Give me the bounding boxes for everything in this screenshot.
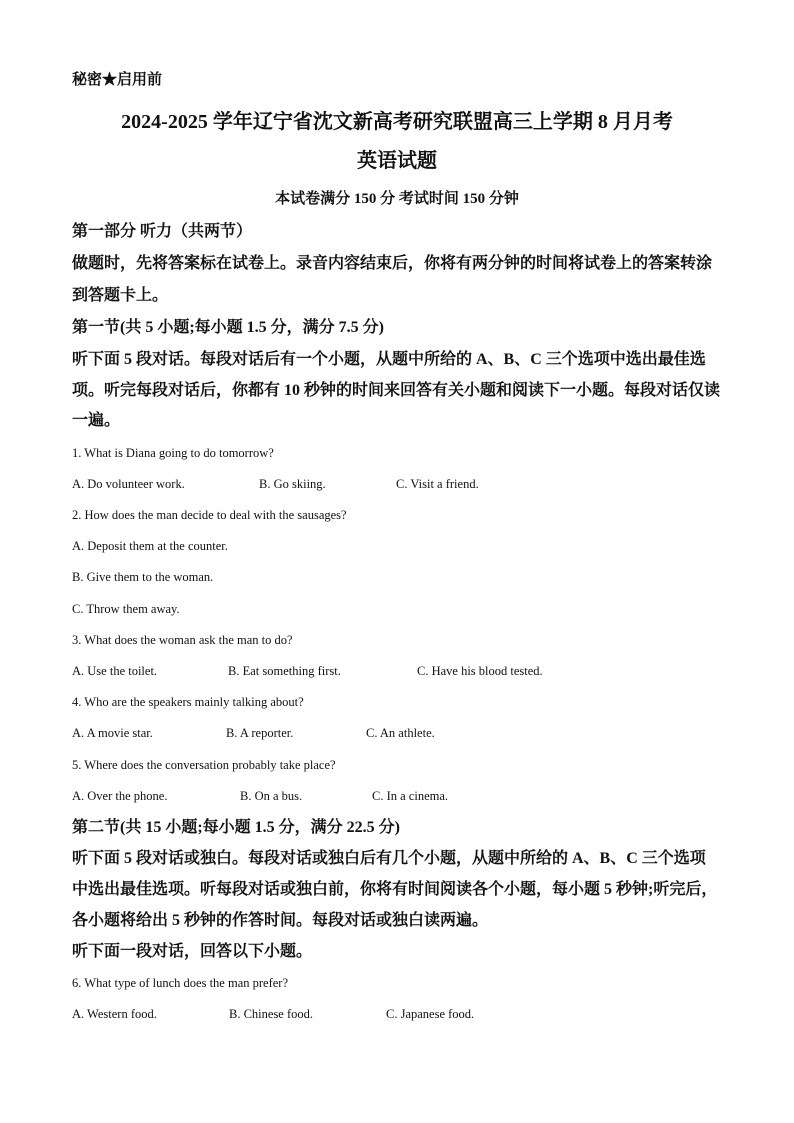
exam-info: 本试卷满分 150 分 考试时间 150 分钟 — [275, 191, 519, 207]
question-stem: 5. Where does the conversation probably take place? — [72, 758, 336, 772]
section2-heading: 第二节(共 15 小题;每小题 1.5 分，满分 22.5 分) — [72, 819, 400, 836]
answer-option: A. Deposit them at the counter. — [72, 539, 228, 553]
answer-option: A. Over the phone. — [72, 789, 168, 803]
answer-option: A. A movie star. — [72, 726, 153, 740]
answer-option: B. Give them to the woman. — [72, 570, 214, 584]
answer-option: A. Use the toilet. — [72, 664, 158, 678]
answer-option: B. Eat something first. — [228, 664, 341, 678]
section2-instruction-line: 听下面 5 段对话或独白。每段对话或独白后有几个小题，从题中所给的 A、B、C 三个选项 — [72, 850, 706, 867]
dialogue-intro: 听下面一段对话，回答以下小题。 — [72, 943, 313, 960]
section2-instruction-line: 中选出最佳选项。听每段对话或独白前，你将有时间阅读各个小题，每小题 5 秒钟;听完后， — [72, 881, 718, 898]
answer-option: C. Throw them away. — [72, 602, 180, 616]
answer-option: C. Japanese food. — [386, 1007, 475, 1021]
answer-option: B. On a bus. — [240, 789, 303, 803]
answer-option: C. An athlete. — [366, 726, 435, 740]
answer-option: B. A reporter. — [226, 726, 294, 740]
exam-title: 2024-2025 学年辽宁省沈文新高考研究联盟高三上学期 8 月月考 — [121, 111, 673, 133]
section1-instruction-line: 项。听完每段对话后，你都有 10 秒钟的时间来回答有关小题和阅读下一小题。每段对话仅读 — [72, 382, 721, 399]
question-stem: 4. Who are the speakers mainly talking about? — [72, 695, 304, 709]
part1-instruction-line: 到答题卡上。 — [72, 287, 169, 304]
answer-option: B. Chinese food. — [229, 1007, 314, 1021]
section1-heading: 第一节(共 5 小题;每小题 1.5 分，满分 7.5 分) — [72, 319, 384, 336]
answer-option: C. Have his blood tested. — [417, 664, 543, 678]
answer-option: B. Go skiing. — [259, 477, 326, 491]
section1-instruction-line: 听下面 5 段对话。每段对话后有一个小题，从题中所给的 A、B、C 三个选项中选出最佳选 — [72, 351, 706, 368]
question-stem: 3. What does the woman ask the man to do? — [72, 633, 293, 647]
part1-heading: 第一部分 听力（共两节） — [72, 223, 253, 240]
confidential-label: 秘密★启用前 — [72, 72, 163, 88]
section2-instruction-line: 各小题将给出 5 秒钟的作答时间。每段对话或独白读两遍。 — [72, 912, 489, 929]
question-stem: 1. What is Diana going to do tomorrow? — [72, 446, 274, 460]
answer-option: A. Do volunteer work. — [72, 477, 185, 491]
answer-option: C. Visit a friend. — [396, 477, 479, 491]
section1-instruction-line: 一遍。 — [72, 412, 121, 429]
answer-option: C. In a cinema. — [372, 789, 449, 803]
answer-option: A. Western food. — [72, 1007, 157, 1021]
exam-subtitle: 英语试题 — [357, 150, 437, 172]
question-stem: 6. What type of lunch does the man prefer? — [72, 976, 289, 990]
part1-instruction-line: 做题时，先将答案标在试卷上。录音内容结束后，你将有两分钟的时间将试卷上的答案转涂 — [72, 255, 713, 272]
question-stem: 2. How does the man decide to deal with the sausages? — [72, 508, 347, 522]
